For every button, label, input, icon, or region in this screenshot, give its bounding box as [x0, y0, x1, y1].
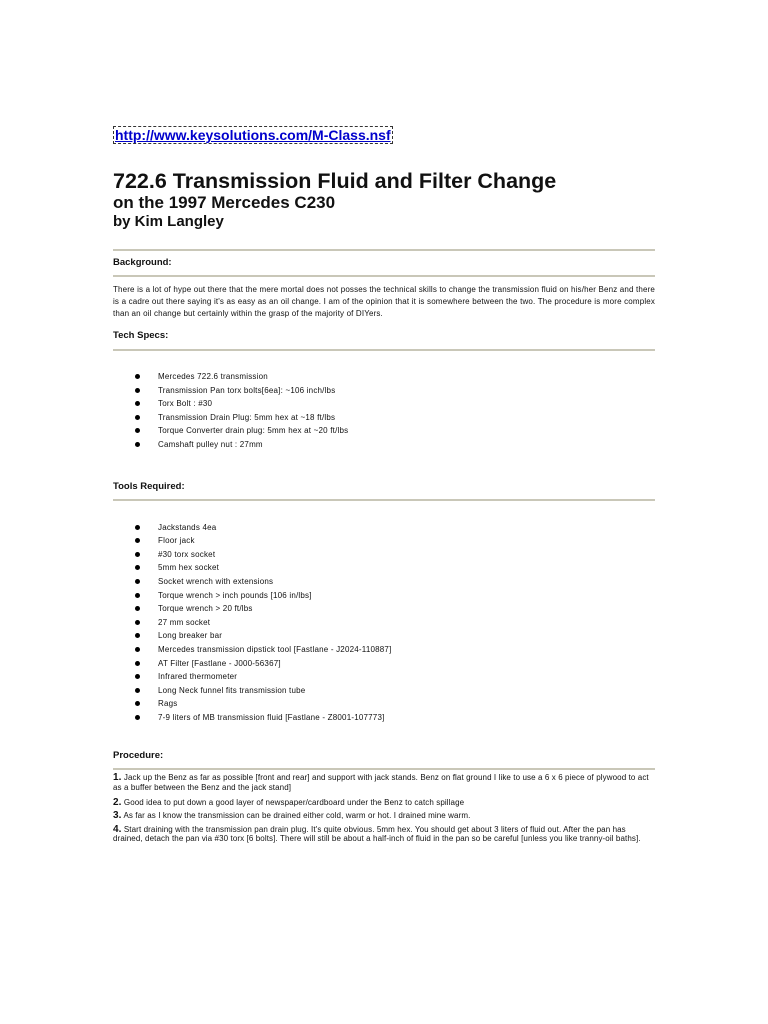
procedure-step: [113, 798, 655, 808]
background-heading: Background:: [113, 257, 172, 268]
procedure-step: [113, 773, 655, 792]
bullet-icon: [135, 401, 140, 406]
bullet-icon: [135, 415, 140, 420]
list-item: [113, 697, 655, 711]
list-item-text: #30 torx socket: [158, 549, 216, 559]
list-item-text: Mercedes transmission dipstick tool [Fastlane - J2024-110887]: [158, 644, 392, 654]
step-number: 4.: [113, 823, 122, 835]
step-text: Start draining with the transmission pan drain plug. It's quite obvious. 5mm hex. You should get about 3 liters of fluid out. After the pan has drained, detach the pan via #30 torx [6 bolts]. There will still be about a half-inch of fluid in the pan so be careful [unless you like tranny-oil baths].: [113, 824, 641, 844]
list-item-text: Torque wrench > inch pounds [106 in/lbs]: [158, 590, 312, 600]
bullet-icon: [135, 661, 140, 666]
list-item-text: Torque wrench > 20 ft/lbs: [158, 604, 253, 614]
bullet-icon: [135, 620, 140, 625]
list-item-text: 7-9 liters of MB transmission fluid [Fastlane - Z8001-107773]: [158, 712, 385, 722]
document-subtitle: on the 1997 Mercedes C230: [113, 193, 336, 212]
list-item: [113, 438, 655, 452]
list-item-text: 27 mm socket: [158, 617, 211, 627]
list-item: [113, 629, 655, 643]
list-item-text: Long breaker bar: [158, 631, 223, 641]
step-number: 3.: [113, 810, 122, 822]
list-item: [113, 561, 655, 575]
document-title: 722.6 Transmission Fluid and Filter Change: [113, 169, 557, 193]
list-item-text: Torque Converter drain plug: 5mm hex at ~20 ft/lbs: [158, 426, 349, 436]
list-item: [113, 424, 655, 438]
bullet-icon: [135, 428, 140, 433]
bullet-icon: [135, 579, 140, 584]
list-item-text: Torx Bolt : #30: [158, 399, 213, 409]
divider: [113, 275, 655, 277]
procedure-step: [113, 811, 655, 821]
procedure-steps: [113, 773, 655, 844]
divider: [113, 499, 655, 501]
tech-specs-list: [113, 370, 655, 452]
bullet-icon: [135, 565, 140, 570]
bullet-icon: [135, 633, 140, 638]
list-item-text: 5mm hex socket: [158, 563, 220, 573]
list-item-text: Long Neck funnel fits transmission tube: [158, 685, 306, 695]
list-item: [113, 616, 655, 630]
list-item: [113, 589, 655, 603]
bullet-icon: [135, 552, 140, 557]
list-item-text: Camshaft pulley nut : 27mm: [158, 439, 263, 449]
step-number: 2.: [113, 796, 122, 808]
list-item: [113, 548, 655, 562]
list-item: [113, 521, 655, 535]
bullet-icon: [135, 442, 140, 447]
list-item-text: Transmission Pan torx bolts[6ea]: ~106 inch/lbs: [158, 385, 336, 395]
bullet-icon: [135, 688, 140, 693]
tech-specs-heading: Tech Specs:: [113, 330, 169, 341]
list-item-text: Socket wrench with extensions: [158, 576, 274, 586]
list-item-text: Rags: [158, 699, 178, 709]
bullet-icon: [135, 593, 140, 598]
list-item: [113, 643, 655, 657]
list-item: [113, 670, 655, 684]
list-item: [113, 657, 655, 671]
bullet-icon: [135, 388, 140, 393]
bullet-icon: [135, 715, 140, 720]
list-item-text: Transmission Drain Plug: 5mm hex at ~18 ft/lbs: [158, 412, 336, 422]
step-number: 1.: [113, 772, 122, 784]
divider: [113, 249, 655, 251]
bullet-icon: [135, 701, 140, 706]
bullet-icon: [135, 525, 140, 530]
step-text: Good idea to put down a good layer of newspaper/cardboard under the Benz to catch spillage: [123, 797, 465, 807]
procedure-step: [113, 825, 655, 844]
procedure-heading: Procedure:: [113, 750, 164, 762]
list-item: [113, 684, 655, 698]
bullet-icon: [135, 374, 140, 379]
bullet-icon: [135, 538, 140, 543]
list-item: [113, 411, 655, 425]
bullet-icon: [135, 647, 140, 652]
list-item: [113, 602, 655, 616]
author-byline: by Kim Langley: [113, 213, 224, 230]
bullet-icon: [135, 606, 140, 611]
source-url-link[interactable]: http://www.keysolutions.com/M-Class.nsf: [115, 127, 391, 143]
step-text: Jack up the Benz as far as possible [front and rear] and support with jack stands. Benz on flat ground I like to use a 6 x 6 piece of plywood to act as a buffer between the Benz and the jack stand]: [113, 773, 649, 793]
list-item: [113, 397, 655, 411]
list-item-text: Mercedes 722.6 transmission: [158, 372, 268, 381]
step-text: As far as I know the transmission can be drained either cold, warm or hot. I drained mine warm.: [123, 811, 471, 821]
tools-heading: Tools Required:: [113, 480, 185, 492]
list-item-text: Floor jack: [158, 536, 195, 546]
divider: [113, 349, 655, 351]
divider: [113, 768, 655, 770]
list-item: [113, 534, 655, 548]
list-item: [113, 711, 655, 725]
list-item-text: Infrared thermometer: [158, 672, 238, 682]
list-item-text: Jackstands 4ea: [158, 522, 217, 532]
document-page: [113, 126, 655, 844]
bullet-icon: [135, 674, 140, 679]
list-item: [113, 370, 655, 384]
list-item: [113, 384, 655, 398]
tools-list: [113, 521, 655, 725]
background-paragraph: There is a lot of hype out there that the mere mortal does not posses the technical skills to change the transmission fluid on his/her Benz and there is a cadre out there saying it's as easy as an oil change. I am of the opinion that it is somewhere between the two. The procedure is more complex than an oil change but certainly within the grasp of the majority of DIYers.: [113, 285, 655, 318]
list-item-text: AT Filter [Fastlane - J000-56367]: [158, 658, 281, 668]
list-item: [113, 575, 655, 589]
